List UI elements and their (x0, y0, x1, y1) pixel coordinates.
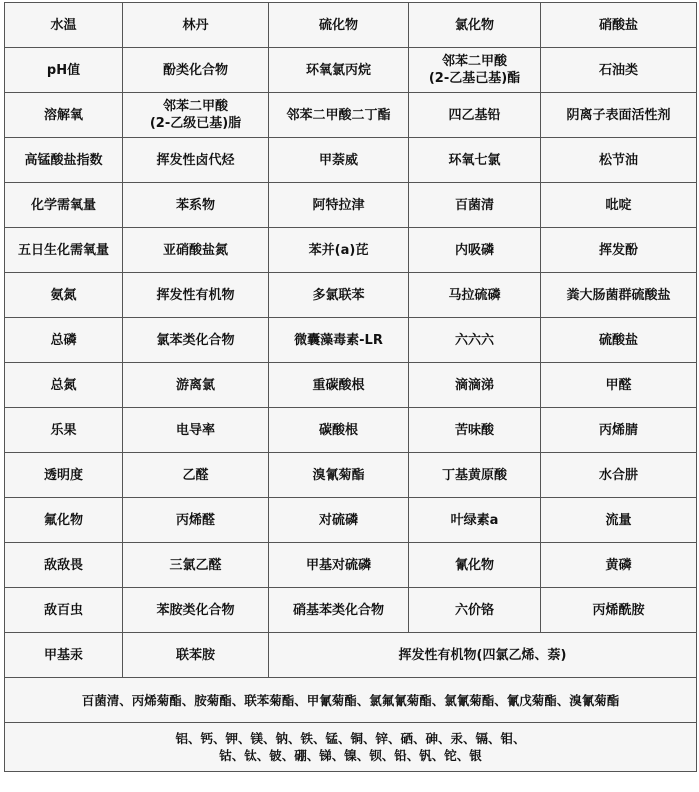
table-row (5, 408, 697, 453)
table-cell: 邻苯二甲酸二丁酯 (269, 93, 409, 138)
table-cell: 流量 (541, 498, 697, 543)
table-cell: 丙烯酰胺 (541, 588, 697, 633)
pesticide-list-cell: 百菌清、丙烯菊酯、胺菊酯、联苯菊酯、甲氰菊酯、氯氟氰菊酯、氯氰菊酯、氰戊菊酯、溴氰菊酯 (5, 678, 697, 723)
table-cell: 溴氰菊酯 (269, 453, 409, 498)
table-cell: 甲基对硫磷 (269, 543, 409, 588)
cell-text-line: 邻苯二甲酸 (441, 54, 507, 69)
table-row (5, 228, 697, 273)
table-cell: 氨氮 (5, 273, 123, 318)
table-row (5, 588, 697, 633)
table-cell: 乙醛 (123, 453, 269, 498)
table-row (5, 93, 697, 138)
table-cell: 联苯胺 (123, 633, 269, 678)
table-cell: 水温 (5, 3, 123, 48)
table-cell: 重碳酸根 (269, 363, 409, 408)
table-cell: 丙烯腈 (541, 408, 697, 453)
table-cell: 粪大肠菌群硫酸盐 (541, 273, 697, 318)
table-row (5, 363, 697, 408)
table-cell: 硝基苯类化合物 (269, 588, 409, 633)
merged-cell-volatile-organics: 挥发性有机物(四氯乙烯、萘) (269, 633, 697, 678)
table-cell: 石油类 (541, 48, 697, 93)
table-cell: 甲萘威 (269, 138, 409, 183)
table-cell: 甲基汞 (5, 633, 123, 678)
table-row (5, 48, 697, 93)
table-cell: 多氯联苯 (269, 273, 409, 318)
table-cell: 氰化物 (409, 543, 541, 588)
table-row (5, 678, 697, 723)
table-cell: 阿特拉津 (269, 183, 409, 228)
table-cell: 苯系物 (123, 183, 269, 228)
table-cell: 环氧氯丙烷 (269, 48, 409, 93)
metal-list-line: 钴、钛、铍、硼、锑、镍、钡、铅、钒、铊、银 (219, 748, 482, 763)
table-cell (409, 48, 541, 93)
table-cell: 黄磷 (541, 543, 697, 588)
table-row (5, 138, 697, 183)
table-cell: 亚硝酸盐氮 (123, 228, 269, 273)
table-row (5, 318, 697, 363)
table-cell: 碳酸根 (269, 408, 409, 453)
table-cell: 敌敌畏 (5, 543, 123, 588)
table-row (5, 723, 697, 772)
table-cell: 吡啶 (541, 183, 697, 228)
table-cell: 硝酸盐 (541, 3, 697, 48)
table-cell: 三氯乙醛 (123, 543, 269, 588)
table-cell: 酚类化合物 (123, 48, 269, 93)
table-cell: 阴离子表面活性剂 (541, 93, 697, 138)
table-cell: 内吸磷 (409, 228, 541, 273)
table-cell: 六价铬 (409, 588, 541, 633)
table-cell: 甲醛 (541, 363, 697, 408)
table-cell: pH值 (5, 48, 123, 93)
table-cell: 敌百虫 (5, 588, 123, 633)
table-cell: 乐果 (5, 408, 123, 453)
table-cell: 林丹 (123, 3, 269, 48)
table-cell (123, 93, 269, 138)
table-row (5, 3, 697, 48)
table-row (5, 498, 697, 543)
monitoring-parameters-table (4, 2, 697, 772)
table-cell: 总磷 (5, 318, 123, 363)
table-cell: 丙烯醛 (123, 498, 269, 543)
table-cell: 丁基黄原酸 (409, 453, 541, 498)
table-cell: 四乙基铅 (409, 93, 541, 138)
metal-elements-cell (5, 723, 697, 772)
table-cell: 游离氯 (123, 363, 269, 408)
table-cell: 五日生化需氧量 (5, 228, 123, 273)
cell-text-line: (2-乙基己基)酯 (428, 71, 521, 86)
table-cell: 水合肼 (541, 453, 697, 498)
table-cell: 高锰酸盐指数 (5, 138, 123, 183)
table-cell: 微囊藻毒素-LR (269, 318, 409, 363)
table-cell: 挥发酚 (541, 228, 697, 273)
table-cell: 氟化物 (5, 498, 123, 543)
table-cell: 叶绿素a (409, 498, 541, 543)
table-cell: 对硫磷 (269, 498, 409, 543)
table-cell: 六六六 (409, 318, 541, 363)
table-row (5, 183, 697, 228)
cell-text-line: (2-乙级已基)脂 (149, 116, 242, 131)
table-cell: 溶解氧 (5, 93, 123, 138)
metal-list-line: 铝、钙、钾、镁、钠、铁、锰、铜、锌、硒、砷、汞、镉、钼、 (175, 731, 526, 746)
table-cell: 总氮 (5, 363, 123, 408)
table-row (5, 453, 697, 498)
table-cell: 挥发性有机物 (123, 273, 269, 318)
table-cell: 苦味酸 (409, 408, 541, 453)
table-row (5, 273, 697, 318)
table-cell: 苯胺类化合物 (123, 588, 269, 633)
table-cell: 氯化物 (409, 3, 541, 48)
table-cell: 苯并(a)芘 (269, 228, 409, 273)
table-cell: 电导率 (123, 408, 269, 453)
table-cell: 硫酸盐 (541, 318, 697, 363)
table-cell: 化学需氧量 (5, 183, 123, 228)
table-cell: 硫化物 (269, 3, 409, 48)
table-cell: 松节油 (541, 138, 697, 183)
table-cell: 滴滴涕 (409, 363, 541, 408)
table-cell: 百菌清 (409, 183, 541, 228)
table-row (5, 543, 697, 588)
table-cell: 透明度 (5, 453, 123, 498)
table-row (5, 633, 697, 678)
table-cell: 氯苯类化合物 (123, 318, 269, 363)
table-cell: 环氧七氯 (409, 138, 541, 183)
table-cell: 挥发性卤代烃 (123, 138, 269, 183)
cell-text-line: 邻苯二甲酸 (162, 99, 228, 114)
table-cell: 马拉硫磷 (409, 273, 541, 318)
table-body (5, 3, 697, 772)
